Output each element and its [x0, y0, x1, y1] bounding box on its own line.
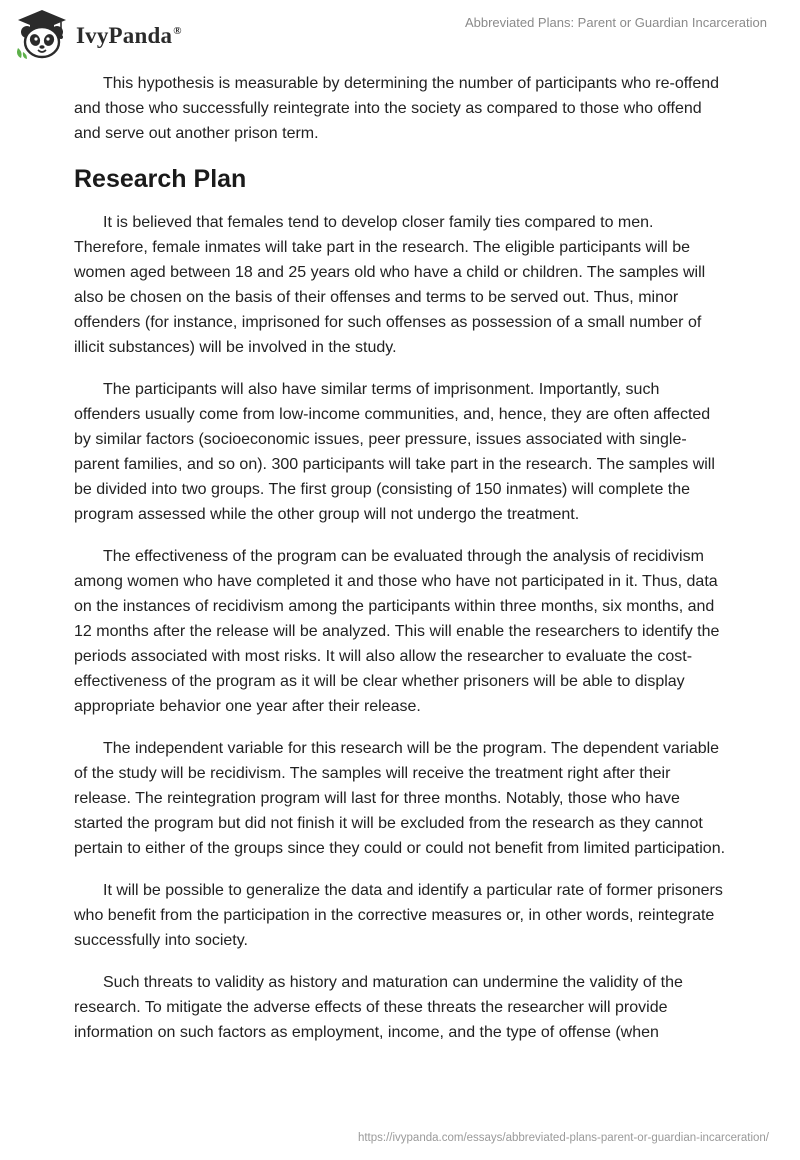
body-paragraph: The independent variable for this research will be the program. The dependent variable of the study will be recidivism. The samples will receive the treatment right after their release. The reintegration program will last for three months. Notably, those who have started the program but did not finish it will be excluded from the research as they cannot pertain to either of the groups since they could or could not benefit from limited participation.	[74, 740, 726, 857]
panda-graduate-icon	[14, 8, 70, 60]
source-url[interactable]: https://ivypanda.com/essays/abbreviated-plans-parent-or-guardian-incarceration/	[357, 1132, 769, 1144]
essay-body	[74, 71, 730, 1062]
body-paragraph: The effectiveness of the program can be evaluated through the analysis of recidivism among women who have completed it and those who have not participated in it. Thus, data on the instances of recidivism among the participants within three months, six months, and 12 months after the release will be analyzed. This will enable the researchers to identify the periods associated with most risks. It will also allow the researcher to evaluate the cost-effectiveness of the program as it will be clear whether prisoners will be able to display appropriate behavior one year after their release.	[74, 548, 720, 715]
body-paragraph: It is believed that females tend to develop closer family ties compared to men. Therefore, female inmates will take part in the research. The eligible participants will be women aged between 18 and 25 years old who have a child or children. The samples will also be chosen on the basis of their offenses and terms to be served out. Thus, minor offenders (for instance, imprisoned for such offenses as possession of a small number of illicit substances) will be involved in the study.	[74, 214, 706, 356]
section-heading: Research Plan	[74, 165, 247, 193]
intro-paragraph: This hypothesis is measurable by determining the number of participants who re-offend and those who successfully reintegrate into the society as compared to those who offend and serve out another prison term.	[74, 75, 720, 142]
site-logo[interactable]	[14, 8, 182, 60]
body-paragraph: Such threats to validity as history and maturation can undermine the validity of the research. To mitigate the adverse effects of these threats the researcher will provide information on such factors as employment, income, and the type of offense (when	[74, 974, 683, 1041]
registered-mark: ®	[173, 25, 182, 38]
body-paragraph: The participants will also have similar terms of imprisonment. Importantly, such offenders usually come from low-income communities, and, hence, they are often affected by similar factors (socioeconomic issues, peer pressure, issues associated with single-parent families, and so on). 300 participants will take part in the research. The samples will be divided into two groups. The first group (consisting of 150 inmates) will complete the program assessed while the other group will not undergo the treatment.	[74, 381, 715, 523]
body-paragraph: It will be possible to generalize the data and identify a particular rate of former prisoners who benefit from the participation in the corrective measures or, in other words, reintegrate successfully into society.	[74, 882, 723, 949]
running-title: Abbreviated Plans: Parent or Guardian Incarceration	[464, 15, 767, 30]
brand-name: IvyPanda®	[76, 23, 182, 48]
page-header	[0, 0, 800, 70]
